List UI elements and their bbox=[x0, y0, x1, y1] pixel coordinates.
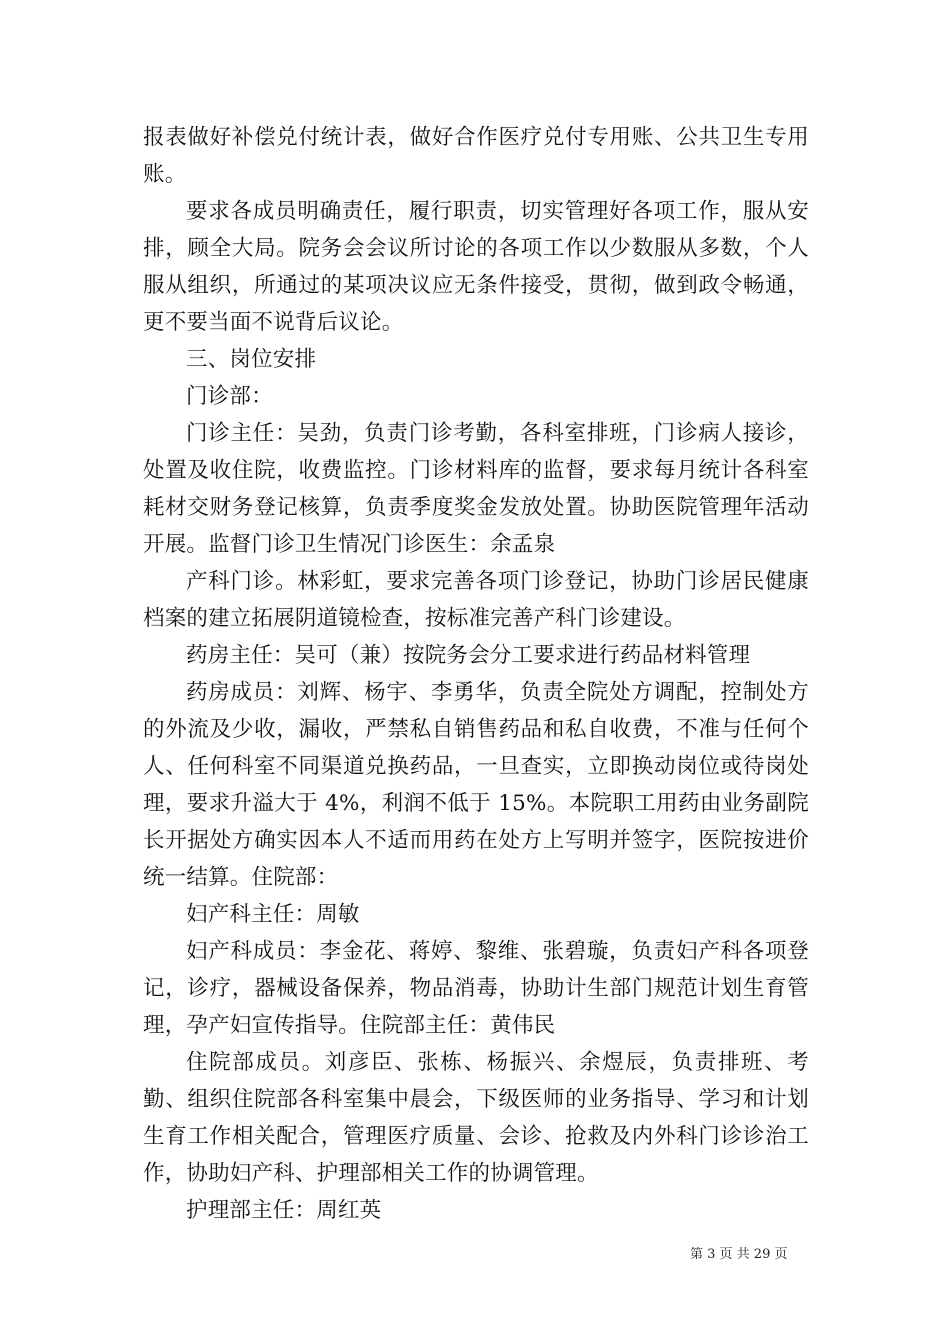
document-body bbox=[143, 119, 809, 1229]
paragraph: 药房成员：刘辉、杨宇、李勇华，负责全院处方调配，控制处方的外流及少收，漏收，严禁私自销售药品和私自收费，不准与任何个人、任何科室不同渠道兑换药品，一旦查实，立即换动岗位或待岗处理，要求升溢大于 4%，利润不低于 15%。本院职工用药由业务副院长开据处方确实因本人不适而用药在处方上写明并签字，医院按进价统一结算。住院部： bbox=[143, 680, 809, 890]
paragraph: 门诊部： bbox=[186, 384, 273, 409]
paragraph: 住院部成员。刘彦臣、张栋、杨振兴、余煜辰，负责排班、考勤、组织住院部各科室集中晨会，下级医师的业务指导、学习和计划生育工作相关配合，管理医疗质量、会诊、抢救及内外科门诊诊治工作，协助妇产科、护理部相关工作的协调管理。 bbox=[143, 1050, 809, 1186]
page-number-footer: 第 3 页 共 29 页 bbox=[690, 1247, 788, 1262]
paragraph: 护理部主任：周红英 bbox=[186, 1198, 382, 1223]
paragraph: 妇产科主任：周敏 bbox=[186, 902, 360, 927]
paragraph: 门诊主任：吴劲，负责门诊考勤，各科室排班，门诊病人接诊，处置及收住院，收费监控。门诊材料库的监督，要求每月统计各科室耗材交财务登记核算，负责季度奖金发放处置。协助医院管理年活动开展。监督门诊卫生情况门诊医生：余孟泉 bbox=[143, 421, 809, 557]
paragraph: 妇产科成员：李金花、蒋婷、黎维、张碧璇，负责妇产科各项登记，诊疗，器械设备保养，物品消毒，协助计生部门规范计划生育管理，孕产妇宣传指导。住院部主任：黄伟民 bbox=[143, 939, 809, 1038]
paragraph: 药房主任：吴可（兼）按院务会分工要求进行药品材料管理 bbox=[186, 643, 751, 668]
section-heading: 三、岗位安排 bbox=[186, 347, 317, 372]
paragraph: 报表做好补偿兑付统计表，做好合作医疗兑付专用账、公共卫生专用账。 bbox=[143, 125, 809, 187]
paragraph: 产科门诊。林彩虹，要求完善各项门诊登记，协助门诊居民健康档案的建立拓展阴道镜检查，按标准完善产科门诊建设。 bbox=[143, 569, 809, 631]
paragraph: 要求各成员明确责任，履行职责，切实管理好各项工作，服从安排，顾全大局。院务会会议所讨论的各项工作以少数服从多数，个人服从组织，所通过的某项决议应无条件接受，贯彻，做到政令畅通，更不要当面不说背后议论。 bbox=[143, 199, 809, 335]
